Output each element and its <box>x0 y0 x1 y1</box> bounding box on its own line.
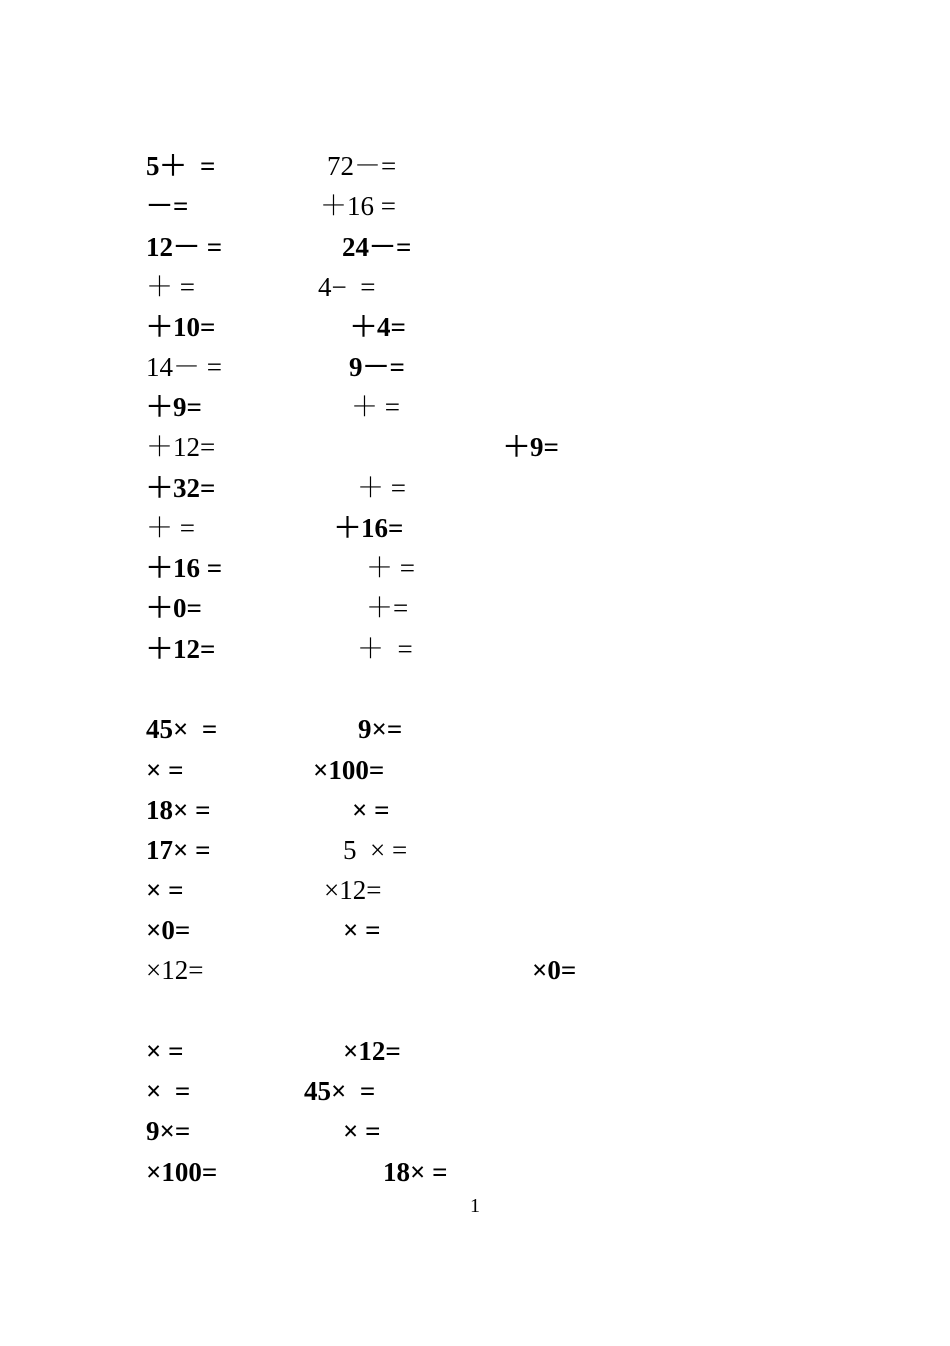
problem-right: ＋16= <box>334 513 404 543</box>
problem-right: 24－= <box>342 232 412 262</box>
problem-right: ＋ = <box>357 634 413 664</box>
problem-right: ×0= <box>532 955 577 985</box>
problem-left: 17× = <box>146 835 211 865</box>
problem-right: ＋ = <box>366 553 415 583</box>
problem-right: ＋ = <box>351 392 400 422</box>
problem-right: × = <box>343 915 381 945</box>
problem-left: 45× = <box>146 714 218 744</box>
problem-left: ＋12= <box>146 432 216 462</box>
problem-left: 12－ = <box>146 232 223 262</box>
problem-right: 4− = <box>318 272 376 302</box>
problem-left: ＋16 = <box>146 553 223 583</box>
problem-right: ×100= <box>313 755 385 785</box>
problem-right: 9－= <box>349 352 405 382</box>
problem-right: × = <box>343 1116 381 1146</box>
problem-left: ＋9= <box>146 392 202 422</box>
problem-right: ×12= <box>343 1036 401 1066</box>
problem-left: 9×= <box>146 1116 191 1146</box>
problem-left: ＋ = <box>146 272 195 302</box>
problem-right: 9×= <box>358 714 403 744</box>
problem-left: ×12= <box>146 955 204 985</box>
problem-right: ＋9= <box>503 432 559 462</box>
problem-right: ×12= <box>324 875 382 905</box>
problem-right: ＋ = <box>357 473 406 503</box>
page-number: 1 <box>470 1195 480 1217</box>
problem-left: ＋0= <box>146 593 202 623</box>
problem-left: ＋10= <box>146 312 216 342</box>
problem-right: 45× = <box>304 1076 376 1106</box>
problem-left: ＋32= <box>146 473 216 503</box>
problem-left: 18× = <box>146 795 211 825</box>
problem-right: ＋= <box>366 593 409 623</box>
problem-left: 5＋ = <box>146 151 216 181</box>
problem-right: × = <box>352 795 390 825</box>
problem-left: －= <box>146 191 189 221</box>
problem-right: 18× = <box>383 1157 448 1187</box>
problem-left: ×0= <box>146 915 191 945</box>
problem-right: ＋4= <box>350 312 406 342</box>
problem-left: × = <box>146 755 184 785</box>
problem-right: ＋16 = <box>320 191 396 221</box>
problem-left: × = <box>146 1036 184 1066</box>
problem-left: × = <box>146 875 184 905</box>
problem-left: ×100= <box>146 1157 218 1187</box>
problem-right: 72－= <box>327 151 397 181</box>
problem-left: 14－ = <box>146 352 222 382</box>
problem-left: ＋12= <box>146 634 216 664</box>
problem-right: 5 × = <box>343 835 408 865</box>
problem-left: ＋ = <box>146 513 195 543</box>
problem-left: × = <box>146 1076 191 1106</box>
